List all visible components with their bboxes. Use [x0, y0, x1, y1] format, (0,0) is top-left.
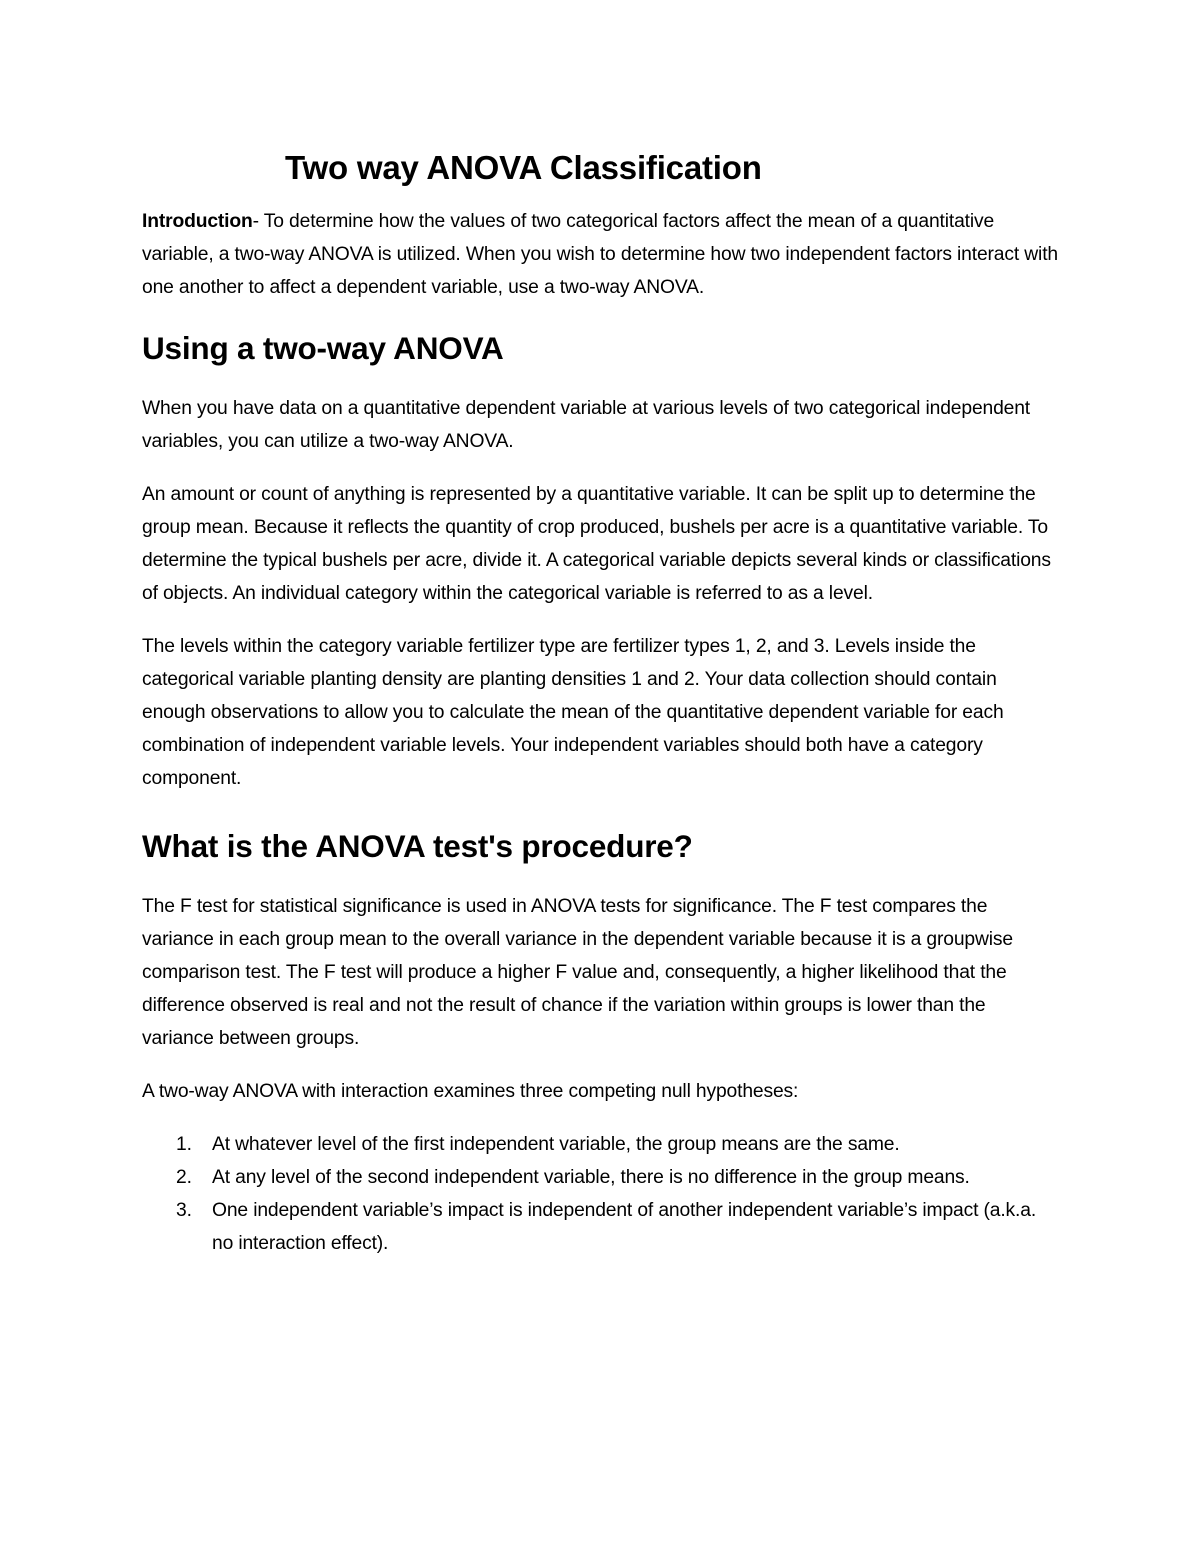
list-item-text: At any level of the second independent variable, there is no difference in the group means.	[212, 1167, 970, 1188]
section-heading-using: Using a two-way ANOVA	[142, 330, 504, 366]
paragraph: An amount or count of anything is represented by a quantitative variable. It can be split up to determine the group mean. Because it reflects the quantity of crop produced, bushels per acre is a quantitative variable. To determine the typical bushels per acre, divide it. A categorical variable depicts several kinds or classifications of objects. An individual category within the categorical variable is referred to as a level.	[142, 484, 1051, 604]
list-item-text: One independent variable’s impact is independent of another independent variable’s impact (a.k.a. no interaction effect).	[212, 1200, 1037, 1254]
paragraph: The F test for statistical significance is used in ANOVA tests for significance. The F test compares the variance in each group mean to the overall variance in the dependent variable because it is a groupwise comparison test. The F test will produce a higher F value and, consequently, a higher likelihood that the difference observed is real and not the result of chance if the variation within groups is lower than the variance between groups.	[142, 896, 1013, 1049]
paragraph: The levels within the category variable fertilizer type are fertilizer types 1, 2, and 3. Levels inside the categorical variable planting density are planting densities 1 and 2. Your data collection should contain enough observations to allow you to calculate the mean of the quantitative dependent variable for each combination of independent variable levels. Your independent variables should both have a category component.	[142, 636, 1004, 789]
document-title: Two way ANOVA Classification	[285, 149, 762, 186]
document-body	[142, 148, 1062, 1260]
list-number: 1.	[176, 1134, 192, 1155]
list-item	[142, 1128, 1062, 1161]
list-item-text: At whatever level of the first independent variable, the group means are the same.	[212, 1134, 900, 1155]
list-item	[142, 1194, 1062, 1260]
section-heading-procedure: What is the ANOVA test's procedure?	[142, 828, 693, 864]
hypotheses-list	[142, 1128, 1062, 1260]
paragraph: A two-way ANOVA with interaction examines three competing null hypotheses:	[142, 1081, 799, 1102]
paragraph: When you have data on a quantitative dependent variable at various levels of two categorical independent variables, you can utilize a two-way ANOVA.	[142, 398, 1031, 452]
intro-label: Introduction	[142, 211, 253, 232]
intro-text: - To determine how the values of two categorical factors affect the mean of a quantitative variable, a two-way ANOVA is utilized. When you wish to determine how two independent factors interact with one another to affect a dependent variable, use a two-way ANOVA.	[142, 211, 1058, 298]
list-item	[142, 1161, 1062, 1194]
list-number: 2.	[176, 1167, 192, 1188]
intro-paragraph	[142, 205, 1062, 304]
list-number: 3.	[176, 1200, 192, 1221]
